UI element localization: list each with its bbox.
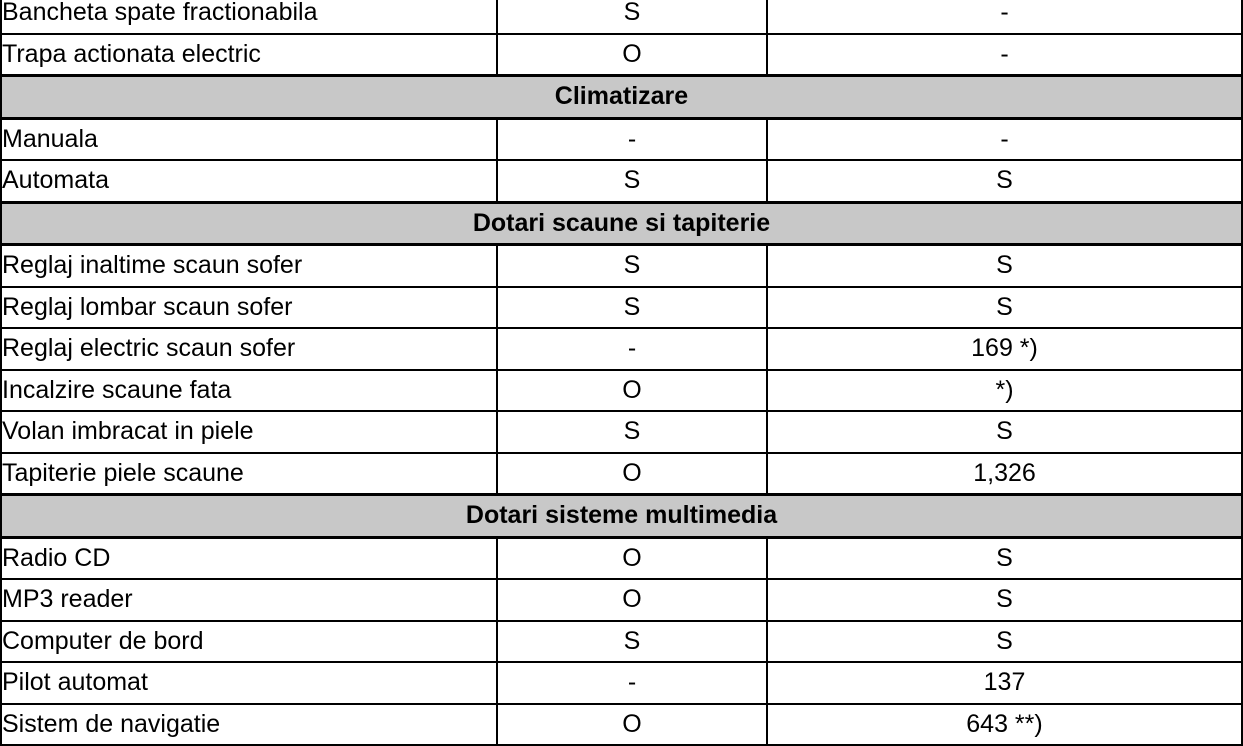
col3-value: S [767, 579, 1242, 621]
section-header-row [1, 76, 1242, 119]
section-title: Dotari sisteme multimedia [1, 495, 1242, 538]
feature-label: Reglaj electric scaun sofer [1, 328, 497, 370]
feature-label: Tapiterie piele scaune [1, 453, 497, 495]
feature-label: Trapa actionata electric [1, 34, 497, 76]
col2-value: - [497, 118, 767, 160]
col2-value: O [497, 704, 767, 746]
table-row [1, 453, 1242, 495]
feature-label: Volan imbracat in piele [1, 411, 497, 453]
col3-value: *) [767, 370, 1242, 412]
col3-value: 137 [767, 662, 1242, 704]
feature-label: Bancheta spate fractionabila [1, 0, 497, 34]
table-row [1, 621, 1242, 663]
col2-value: S [497, 411, 767, 453]
col3-value: S [767, 537, 1242, 579]
section-header-row [1, 495, 1242, 538]
col2-value: S [497, 287, 767, 329]
col2-value: S [497, 160, 767, 202]
col3-value: 169 *) [767, 328, 1242, 370]
col2-value: O [497, 453, 767, 495]
feature-label: Computer de bord [1, 621, 497, 663]
table-row [1, 662, 1242, 704]
table-row [1, 411, 1242, 453]
col2-value: O [497, 537, 767, 579]
feature-label: Radio CD [1, 537, 497, 579]
table-row [1, 328, 1242, 370]
section-title: Dotari scaune si tapiterie [1, 202, 1242, 245]
col3-value: S [767, 245, 1242, 287]
table-row [1, 34, 1242, 76]
table-row [1, 245, 1242, 287]
feature-label: MP3 reader [1, 579, 497, 621]
feature-label: Incalzire scaune fata [1, 370, 497, 412]
section-title: Climatizare [1, 76, 1242, 119]
feature-label: Reglaj lombar scaun sofer [1, 287, 497, 329]
col3-value: - [767, 34, 1242, 76]
col3-value: S [767, 287, 1242, 329]
table-row [1, 370, 1242, 412]
col2-value: O [497, 579, 767, 621]
col2-value: - [497, 328, 767, 370]
col3-value: 643 **) [767, 704, 1242, 746]
table-row [1, 160, 1242, 202]
col2-value: O [497, 34, 767, 76]
col3-value: S [767, 621, 1242, 663]
feature-label: Manuala [1, 118, 497, 160]
table-row [1, 287, 1242, 329]
table-row [1, 118, 1242, 160]
col2-value: - [497, 662, 767, 704]
table-row [1, 0, 1242, 34]
feature-label: Sistem de navigatie [1, 704, 497, 746]
col2-value: S [497, 0, 767, 34]
feature-label: Automata [1, 160, 497, 202]
col3-value: S [767, 160, 1242, 202]
feature-label: Reglaj inaltime scaun sofer [1, 245, 497, 287]
col2-value: O [497, 370, 767, 412]
table-row [1, 537, 1242, 579]
col2-value: S [497, 621, 767, 663]
section-header-row [1, 202, 1242, 245]
table-row [1, 579, 1242, 621]
col3-value: - [767, 0, 1242, 34]
feature-label: Pilot automat [1, 662, 497, 704]
col3-value: - [767, 118, 1242, 160]
col3-value: 1,326 [767, 453, 1242, 495]
col2-value: S [497, 245, 767, 287]
col3-value: S [767, 411, 1242, 453]
table-row [1, 704, 1242, 746]
